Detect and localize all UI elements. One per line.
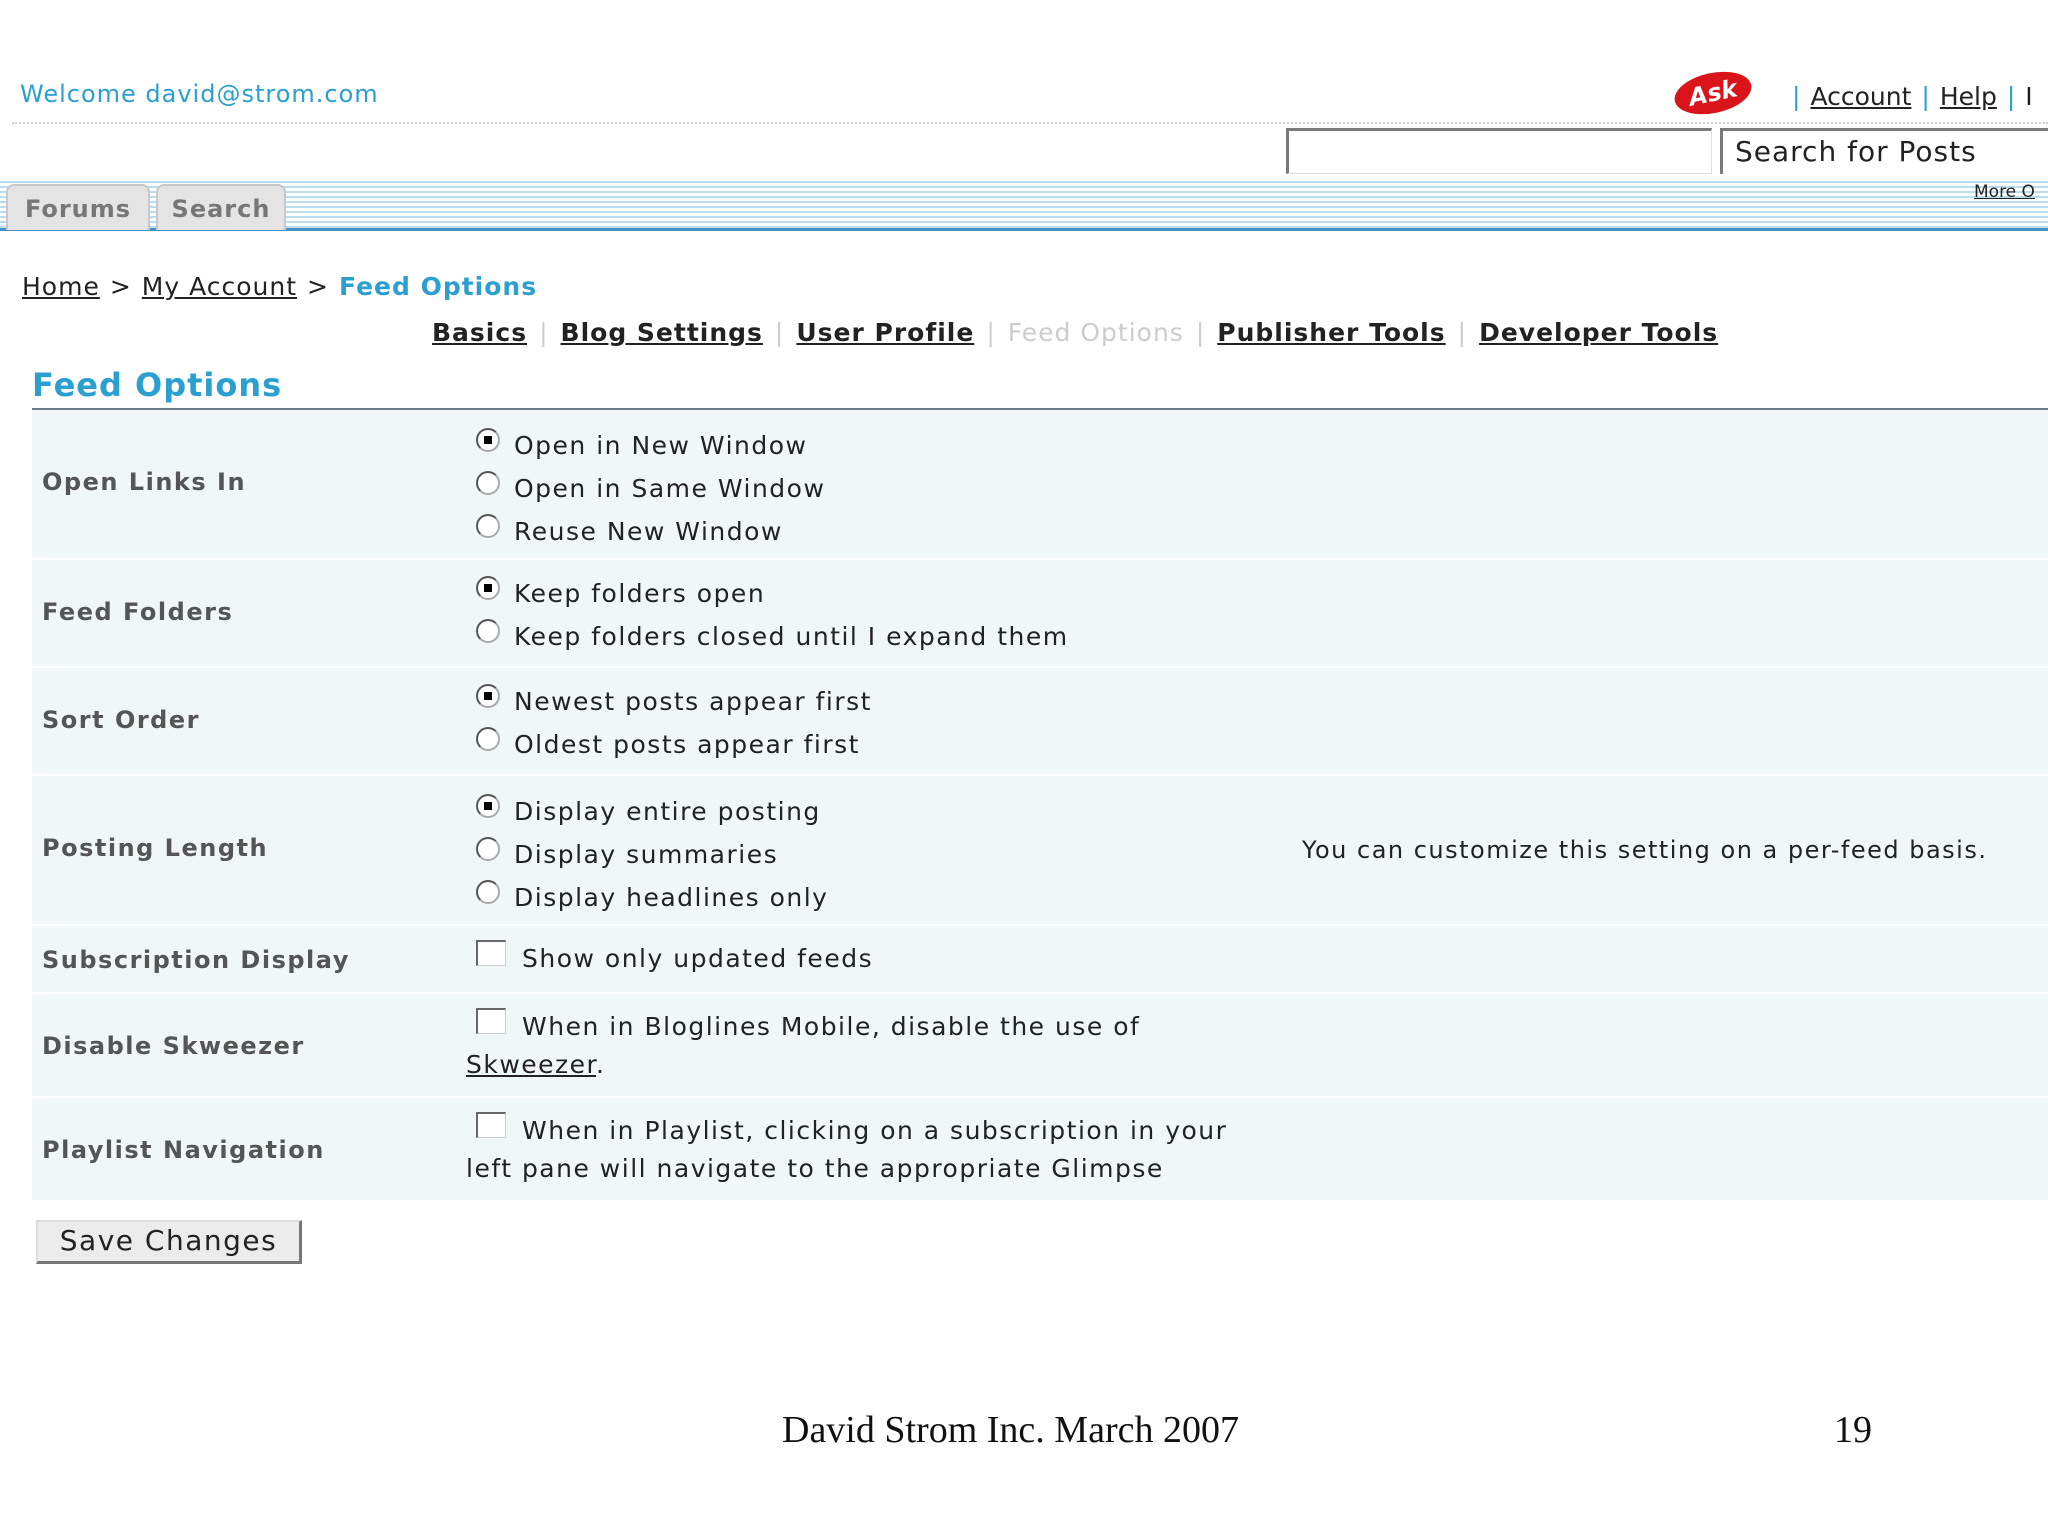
subnav-blog-settings[interactable]: Blog Settings bbox=[560, 318, 763, 347]
tab-search[interactable]: Search bbox=[156, 184, 286, 230]
subnav-separator: | bbox=[774, 318, 785, 347]
checkbox-updated-feeds[interactable] bbox=[476, 940, 506, 966]
row-open-links bbox=[32, 410, 2048, 560]
disable-skweezer-option bbox=[466, 1008, 1140, 1084]
checkbox-line bbox=[466, 1112, 1227, 1150]
option-keep-folders-open[interactable] bbox=[476, 572, 1069, 615]
breadcrumb bbox=[22, 272, 537, 301]
row-label: Disable Skweezer bbox=[42, 1032, 305, 1060]
row-label: Subscription Display bbox=[42, 946, 350, 974]
feed-folders-options bbox=[476, 572, 1069, 658]
account-link[interactable]: Account bbox=[1810, 82, 1912, 111]
radio-unselected[interactable] bbox=[476, 471, 500, 495]
ask-logo[interactable]: Ask bbox=[1671, 65, 1756, 120]
row-label: Feed Folders bbox=[42, 598, 234, 626]
checkbox-label: When in Bloglines Mobile, disable the use of bbox=[522, 1012, 1141, 1041]
option-oldest-first[interactable] bbox=[476, 723, 872, 766]
option-label: Keep folders open bbox=[514, 579, 766, 608]
subscription-display-option bbox=[476, 940, 873, 978]
clipped-link[interactable]: I bbox=[2025, 82, 2033, 111]
link-separator: | bbox=[2006, 82, 2016, 111]
checkbox-label: When in Playlist, clicking on a subscription in your bbox=[522, 1116, 1228, 1145]
subnav-separator: | bbox=[1457, 318, 1468, 347]
option-open-new-window[interactable] bbox=[476, 424, 825, 467]
tab-forums[interactable]: Forums bbox=[6, 184, 150, 230]
search-input[interactable] bbox=[1286, 128, 1712, 174]
row-posting-length bbox=[32, 776, 2048, 926]
slide-footer: David Strom Inc. March 2007 bbox=[782, 1409, 1239, 1451]
option-label: Reuse New Window bbox=[514, 517, 783, 546]
row-disable-skweezer bbox=[32, 994, 2048, 1098]
settings-subnav bbox=[432, 318, 1718, 347]
slide-page-number: 19 bbox=[1834, 1409, 1872, 1451]
option-newest-first[interactable] bbox=[476, 680, 872, 723]
option-label: Open in Same Window bbox=[514, 474, 826, 503]
row-subscription-display bbox=[32, 926, 2048, 994]
top-links bbox=[1782, 82, 2033, 111]
option-reuse-new-window[interactable] bbox=[476, 510, 825, 553]
option-label: Display summaries bbox=[514, 840, 779, 869]
radio-selected[interactable] bbox=[476, 794, 500, 818]
row-label: Open Links In bbox=[42, 468, 247, 496]
tab-strip bbox=[0, 178, 2048, 230]
option-summaries[interactable] bbox=[476, 833, 828, 876]
option-label: Display entire posting bbox=[514, 797, 821, 826]
subnav-user-profile[interactable]: User Profile bbox=[796, 318, 975, 347]
subnav-separator: | bbox=[1195, 318, 1206, 347]
radio-unselected[interactable] bbox=[476, 727, 500, 751]
search-posts-button[interactable]: Search for Posts bbox=[1720, 128, 2048, 174]
radio-unselected[interactable] bbox=[476, 880, 500, 904]
radio-selected[interactable] bbox=[476, 428, 500, 452]
option-label: Display headlines only bbox=[514, 883, 829, 912]
option-label: Oldest posts appear first bbox=[514, 730, 860, 759]
row-label: Sort Order bbox=[42, 706, 200, 734]
radio-unselected[interactable] bbox=[476, 837, 500, 861]
subnav-developer-tools[interactable]: Developer Tools bbox=[1479, 318, 1719, 347]
radio-selected[interactable] bbox=[476, 576, 500, 600]
link-separator: | bbox=[1792, 82, 1801, 111]
checkbox-line bbox=[466, 1008, 1140, 1046]
section-title: Feed Options bbox=[32, 366, 283, 404]
settings-table bbox=[32, 410, 2048, 1202]
row-playlist-navigation bbox=[32, 1098, 2048, 1202]
breadcrumb-separator: > bbox=[307, 272, 329, 301]
checkbox-label-continued: left pane will navigate to the appropriate Glimpse bbox=[466, 1154, 1164, 1183]
subnav-publisher-tools[interactable]: Publisher Tools bbox=[1217, 318, 1446, 347]
radio-selected[interactable] bbox=[476, 684, 500, 708]
posting-length-options bbox=[476, 790, 828, 919]
breadcrumb-separator: > bbox=[109, 272, 132, 301]
link-separator: | bbox=[1921, 82, 1930, 111]
row-sort-order bbox=[32, 668, 2048, 776]
breadcrumb-current: Feed Options bbox=[339, 272, 538, 301]
breadcrumb-my-account[interactable]: My Account bbox=[141, 272, 298, 301]
checkbox-skweezer[interactable] bbox=[476, 1008, 506, 1034]
option-open-same-window[interactable] bbox=[476, 467, 825, 510]
row-feed-folders bbox=[32, 560, 2048, 668]
tab-strip-border bbox=[0, 228, 2048, 231]
checkbox-label: Show only updated feeds bbox=[522, 944, 874, 973]
breadcrumb-home[interactable]: Home bbox=[22, 272, 100, 301]
welcome-text: Welcome david@strom.com bbox=[20, 80, 379, 108]
checkbox-line bbox=[466, 1046, 1140, 1084]
option-label: Keep folders closed until I expand them bbox=[514, 622, 1069, 651]
option-headlines-only[interactable] bbox=[476, 876, 828, 919]
subnav-feed-options: Feed Options bbox=[1007, 318, 1184, 347]
header-divider bbox=[12, 122, 2048, 124]
subnav-separator: | bbox=[986, 318, 996, 347]
option-label: Newest posts appear first bbox=[514, 687, 872, 716]
subnav-separator: | bbox=[539, 318, 549, 347]
checkbox-playlist[interactable] bbox=[476, 1112, 506, 1138]
option-label: Open in New Window bbox=[514, 431, 808, 460]
option-entire-posting[interactable] bbox=[476, 790, 828, 833]
posting-length-note: You can customize this setting on a per-feed basis. bbox=[1302, 836, 1988, 864]
radio-unselected[interactable] bbox=[476, 514, 500, 538]
open-links-options bbox=[476, 424, 825, 553]
radio-unselected[interactable] bbox=[476, 619, 500, 643]
row-label: Posting Length bbox=[42, 834, 269, 862]
subnav-basics[interactable]: Basics bbox=[432, 318, 528, 347]
save-changes-button[interactable]: Save Changes bbox=[36, 1220, 302, 1264]
row-label: Playlist Navigation bbox=[42, 1136, 325, 1164]
skweezer-link[interactable]: Skweezer bbox=[466, 1050, 597, 1079]
help-link[interactable]: Help bbox=[1939, 82, 1997, 111]
playlist-navigation-option bbox=[466, 1112, 1227, 1188]
option-keep-folders-closed[interactable] bbox=[476, 615, 1069, 658]
checkbox-label-end: . bbox=[596, 1050, 606, 1079]
sort-order-options bbox=[476, 680, 872, 766]
more-options-link[interactable]: More O bbox=[1974, 182, 2035, 202]
